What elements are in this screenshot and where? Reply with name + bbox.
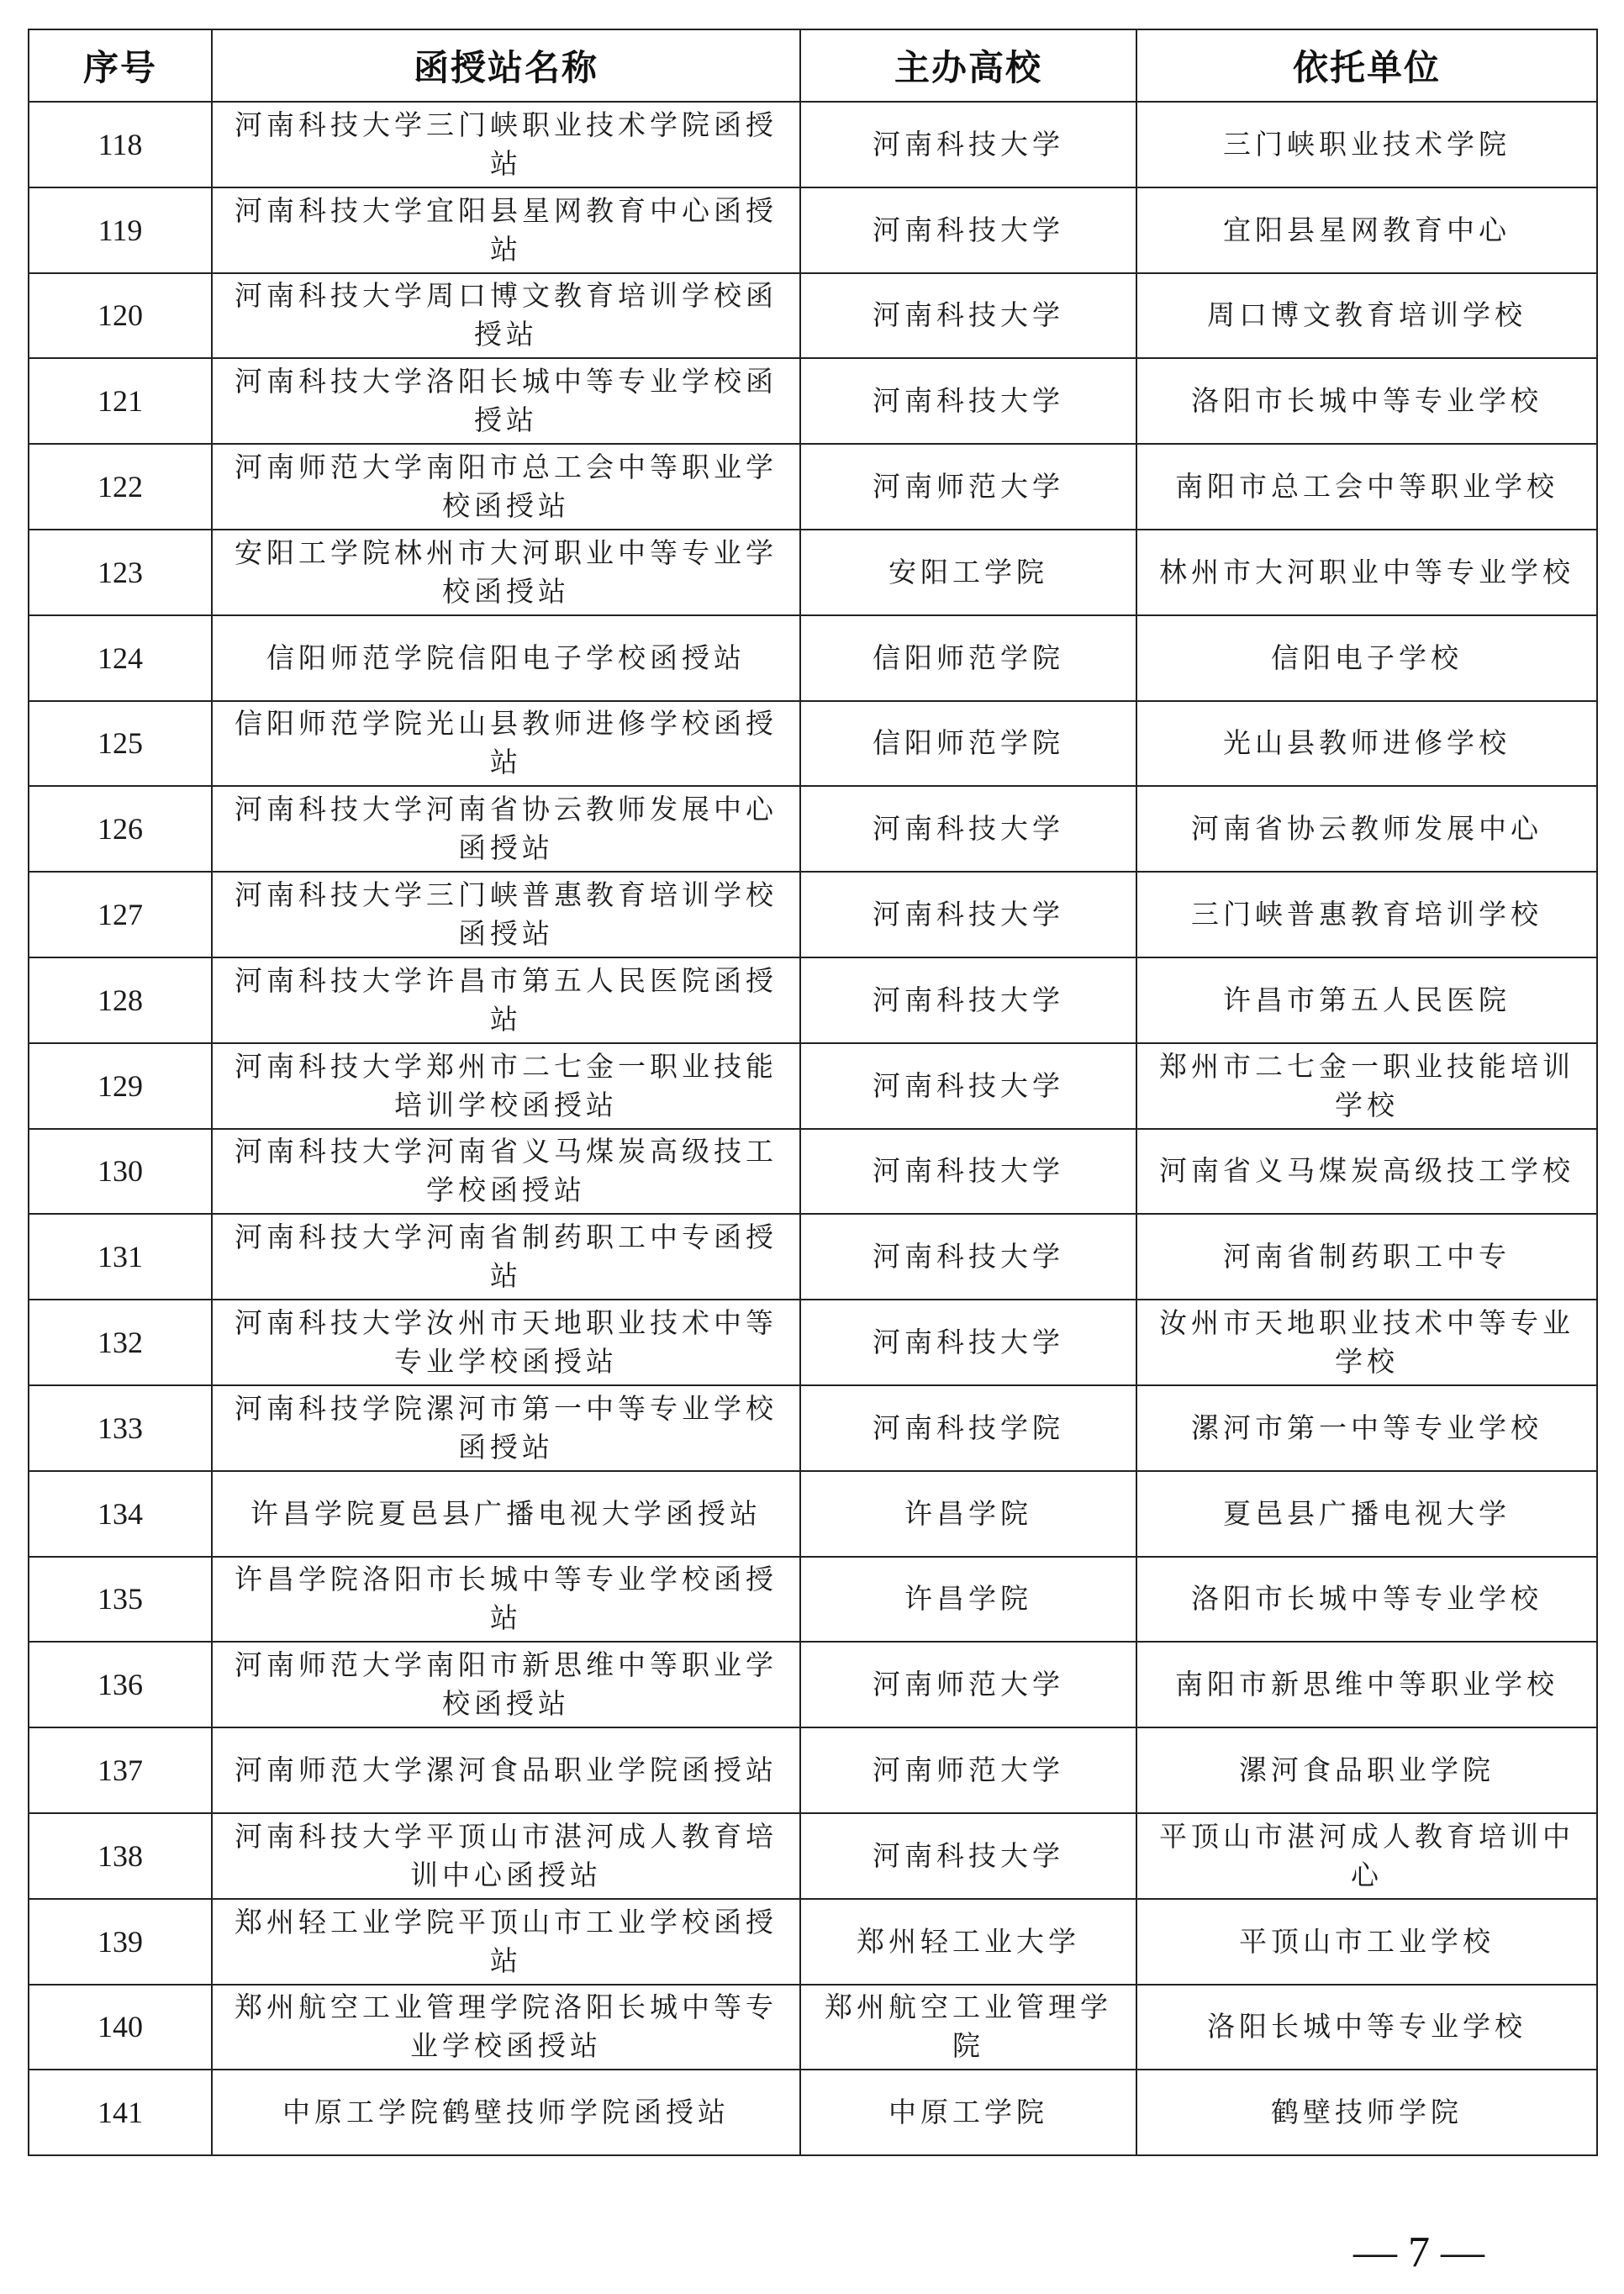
host-university-cell: 中原工学院 (800, 2070, 1136, 2155)
host-university-cell: 河南科技大学 (800, 1129, 1136, 1215)
supporting-unit-cell: 林州市大河职业中等专业学校 (1136, 530, 1597, 615)
host-university-cell: 河南师范大学 (800, 444, 1136, 530)
station-name-cell: 河南科技大学郑州市二七金一职业技能培训学校函授站 (212, 1043, 800, 1129)
correspondence-station-table (28, 29, 1598, 2156)
station-name-cell: 信阳师范学院光山县教师进修学校函授站 (212, 701, 800, 787)
header-station-name: 函授站名称 (212, 29, 800, 102)
serial-number-cell: 137 (29, 1727, 212, 1813)
table-row (29, 1385, 1597, 1471)
station-name-cell: 许昌学院洛阳市长城中等专业学校函授站 (212, 1557, 800, 1643)
station-name-cell: 河南科技大学河南省制药职工中专函授站 (212, 1214, 800, 1300)
supporting-unit-cell: 三门峡职业技术学院 (1136, 102, 1597, 187)
table-row (29, 957, 1597, 1043)
host-university-cell: 河南科技大学 (800, 1300, 1136, 1385)
table-row (29, 701, 1597, 787)
serial-number-cell: 140 (29, 1985, 212, 2070)
host-university-cell: 河南师范大学 (800, 1642, 1136, 1727)
serial-number-cell: 118 (29, 102, 212, 187)
station-name-cell: 河南科技大学洛阳长城中等专业学校函授站 (212, 358, 800, 444)
header-row (29, 29, 1597, 102)
station-name-cell: 河南科技大学河南省义马煤炭高级技工学校函授站 (212, 1129, 800, 1215)
host-university-cell: 许昌学院 (800, 1471, 1136, 1557)
supporting-unit-cell: 洛阳长城中等专业学校 (1136, 1985, 1597, 2070)
station-name-cell: 安阳工学院林州市大河职业中等专业学校函授站 (212, 530, 800, 615)
station-name-cell: 郑州轻工业学院平顶山市工业学校函授站 (212, 1899, 800, 1985)
supporting-unit-cell: 周口博文教育培训学校 (1136, 273, 1597, 359)
host-university-cell: 信阳师范学院 (800, 701, 1136, 787)
station-name-cell: 河南科技大学三门峡普惠教育培训学校函授站 (212, 872, 800, 957)
table-row (29, 1043, 1597, 1129)
station-name-cell: 信阳师范学院信阳电子学校函授站 (212, 615, 800, 701)
serial-number-cell: 125 (29, 701, 212, 787)
table-row (29, 1471, 1597, 1557)
supporting-unit-cell: 平顶山市工业学校 (1136, 1899, 1597, 1985)
serial-number-cell: 136 (29, 1642, 212, 1727)
station-name-cell: 河南科技大学宜阳县星网教育中心函授站 (212, 187, 800, 273)
serial-number-cell: 132 (29, 1300, 212, 1385)
supporting-unit-cell: 夏邑县广播电视大学 (1136, 1471, 1597, 1557)
supporting-unit-cell: 河南省义马煤炭高级技工学校 (1136, 1129, 1597, 1215)
supporting-unit-cell: 河南省制药职工中专 (1136, 1214, 1597, 1300)
table-body (29, 102, 1597, 2155)
host-university-cell: 河南科技大学 (800, 358, 1136, 444)
serial-number-cell: 139 (29, 1899, 212, 1985)
header-serial-number: 序号 (29, 29, 212, 102)
host-university-cell: 安阳工学院 (800, 530, 1136, 615)
table-row (29, 1642, 1597, 1727)
serial-number-cell: 119 (29, 187, 212, 273)
station-name-cell: 河南师范大学南阳市新思维中等职业学校函授站 (212, 1642, 800, 1727)
host-university-cell: 河南科技大学 (800, 273, 1136, 359)
serial-number-cell: 130 (29, 1129, 212, 1215)
host-university-cell: 河南师范大学 (800, 1727, 1136, 1813)
serial-number-cell: 128 (29, 957, 212, 1043)
supporting-unit-cell: 信阳电子学校 (1136, 615, 1597, 701)
serial-number-cell: 133 (29, 1385, 212, 1471)
host-university-cell: 河南科技大学 (800, 1043, 1136, 1129)
table-row (29, 786, 1597, 872)
station-name-cell: 河南师范大学南阳市总工会中等职业学校函授站 (212, 444, 800, 530)
host-university-cell: 信阳师范学院 (800, 615, 1136, 701)
supporting-unit-cell: 漯河食品职业学院 (1136, 1727, 1597, 1813)
supporting-unit-cell: 许昌市第五人民医院 (1136, 957, 1597, 1043)
supporting-unit-cell: 平顶山市湛河成人教育培训中心 (1136, 1813, 1597, 1899)
host-university-cell: 河南科技学院 (800, 1385, 1136, 1471)
serial-number-cell: 121 (29, 358, 212, 444)
supporting-unit-cell: 鹤壁技师学院 (1136, 2070, 1597, 2155)
header-supporting-unit: 依托单位 (1136, 29, 1597, 102)
table-row (29, 1727, 1597, 1813)
table-row (29, 1214, 1597, 1300)
serial-number-cell: 123 (29, 530, 212, 615)
table-row (29, 444, 1597, 530)
table-row (29, 102, 1597, 187)
station-name-cell: 河南科技大学许昌市第五人民医院函授站 (212, 957, 800, 1043)
supporting-unit-cell: 三门峡普惠教育培训学校 (1136, 872, 1597, 957)
table-row (29, 1899, 1597, 1985)
table-row (29, 1813, 1597, 1899)
host-university-cell: 河南科技大学 (800, 872, 1136, 957)
supporting-unit-cell: 南阳市新思维中等职业学校 (1136, 1642, 1597, 1727)
supporting-unit-cell: 洛阳市长城中等专业学校 (1136, 1557, 1597, 1643)
supporting-unit-cell: 南阳市总工会中等职业学校 (1136, 444, 1597, 530)
host-university-cell: 河南科技大学 (800, 786, 1136, 872)
host-university-cell: 河南科技大学 (800, 102, 1136, 187)
supporting-unit-cell: 光山县教师进修学校 (1136, 701, 1597, 787)
table-row (29, 615, 1597, 701)
table-row (29, 1985, 1597, 2070)
table-row (29, 187, 1597, 273)
supporting-unit-cell: 漯河市第一中等专业学校 (1136, 1385, 1597, 1471)
station-name-cell: 郑州航空工业管理学院洛阳长城中等专业学校函授站 (212, 1985, 800, 2070)
header-host-university: 主办高校 (800, 29, 1136, 102)
serial-number-cell: 126 (29, 786, 212, 872)
host-university-cell: 郑州轻工业大学 (800, 1899, 1136, 1985)
supporting-unit-cell: 郑州市二七金一职业技能培训学校 (1136, 1043, 1597, 1129)
supporting-unit-cell: 宜阳县星网教育中心 (1136, 187, 1597, 273)
table-row (29, 530, 1597, 615)
serial-number-cell: 134 (29, 1471, 212, 1557)
page-number: — 7 — (1353, 2228, 1484, 2276)
table-row (29, 1557, 1597, 1643)
host-university-cell: 河南科技大学 (800, 1214, 1136, 1300)
table-row (29, 1300, 1597, 1385)
host-university-cell: 河南科技大学 (800, 1813, 1136, 1899)
host-university-cell: 许昌学院 (800, 1557, 1136, 1643)
serial-number-cell: 129 (29, 1043, 212, 1129)
serial-number-cell: 124 (29, 615, 212, 701)
table-row (29, 1129, 1597, 1215)
host-university-cell: 河南科技大学 (800, 957, 1136, 1043)
supporting-unit-cell: 河南省协云教师发展中心 (1136, 786, 1597, 872)
table-row (29, 273, 1597, 359)
serial-number-cell: 138 (29, 1813, 212, 1899)
station-name-cell: 河南师范大学漯河食品职业学院函授站 (212, 1727, 800, 1813)
serial-number-cell: 131 (29, 1214, 212, 1300)
host-university-cell: 河南科技大学 (800, 187, 1136, 273)
station-name-cell: 河南科技大学周口博文教育培训学校函授站 (212, 273, 800, 359)
station-name-cell: 河南科技大学河南省协云教师发展中心函授站 (212, 786, 800, 872)
supporting-unit-cell: 汝州市天地职业技术中等专业学校 (1136, 1300, 1597, 1385)
serial-number-cell: 135 (29, 1557, 212, 1643)
supporting-unit-cell: 洛阳市长城中等专业学校 (1136, 358, 1597, 444)
station-name-cell: 河南科技学院漯河市第一中等专业学校函授站 (212, 1385, 800, 1471)
serial-number-cell: 141 (29, 2070, 212, 2155)
station-name-cell: 河南科技大学汝州市天地职业技术中等专业学校函授站 (212, 1300, 800, 1385)
table-row (29, 2070, 1597, 2155)
table-row (29, 358, 1597, 444)
table-header (29, 29, 1597, 102)
station-name-cell: 河南科技大学平顶山市湛河成人教育培训中心函授站 (212, 1813, 800, 1899)
serial-number-cell: 127 (29, 872, 212, 957)
table-row (29, 872, 1597, 957)
serial-number-cell: 120 (29, 273, 212, 359)
serial-number-cell: 122 (29, 444, 212, 530)
station-name-cell: 许昌学院夏邑县广播电视大学函授站 (212, 1471, 800, 1557)
station-name-cell: 中原工学院鹤壁技师学院函授站 (212, 2070, 800, 2155)
station-name-cell: 河南科技大学三门峡职业技术学院函授站 (212, 102, 800, 187)
host-university-cell: 郑州航空工业管理学院 (800, 1985, 1136, 2070)
